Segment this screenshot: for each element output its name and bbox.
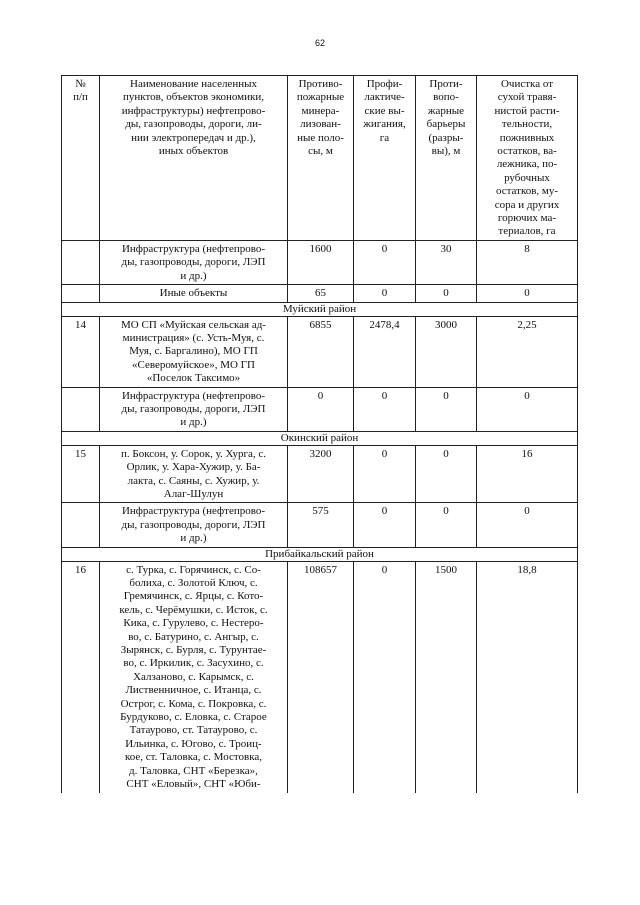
table-row — [62, 285, 578, 302]
cell-strips: 3200 — [288, 445, 354, 503]
cell-cleaning: 18,8 — [477, 561, 578, 792]
cell-num: 14 — [62, 316, 100, 387]
cell-strips: 6855 — [288, 316, 354, 387]
page-number: 62 — [314, 38, 325, 48]
table-row — [62, 240, 578, 284]
cell-name: Инфраструктура (нефтепрово- ды, газопроводы, дороги, ЛЭП и др.) — [100, 503, 288, 547]
cell-barriers: 0 — [416, 387, 477, 431]
cell-name: Инфраструктура (нефтепрово- ды, газопроводы, дороги, ЛЭП и др.) — [100, 387, 288, 431]
cell-burning: 0 — [354, 561, 416, 792]
region-heading-row — [62, 547, 578, 561]
cell-barriers: 0 — [416, 285, 477, 302]
table-row — [62, 316, 578, 387]
cell-cleaning: 0 — [477, 285, 578, 302]
cell-name: п. Боксон, у. Сорок, у. Хурга, с. Орлик, у. Хара-Хужир, у. Ба- лакта, с. Саяны, с. Хужир, у. Алаг-Шулун — [100, 445, 288, 503]
region-heading: Окинский район — [62, 431, 578, 445]
cell-strips: 575 — [288, 503, 354, 547]
cell-strips: 0 — [288, 387, 354, 431]
cell-burning: 0 — [354, 240, 416, 284]
cell-name: Иные объекты — [100, 285, 288, 302]
cell-strips: 1600 — [288, 240, 354, 284]
region-heading-row — [62, 302, 578, 316]
cell-barriers: 0 — [416, 445, 477, 503]
cell-barriers: 0 — [416, 503, 477, 547]
cell-num — [62, 387, 100, 431]
cell-burning: 0 — [354, 503, 416, 547]
header-num: № п/п — [62, 76, 100, 241]
cell-num: 15 — [62, 445, 100, 503]
cell-num — [62, 503, 100, 547]
cell-strips: 65 — [288, 285, 354, 302]
table-row — [62, 387, 578, 431]
cell-cleaning: 16 — [477, 445, 578, 503]
header-strips: Противо- пожарные минера- лизован- ные поло- сы, м — [288, 76, 354, 241]
table-header-row — [62, 76, 578, 241]
cell-burning: 0 — [354, 387, 416, 431]
cell-num: 16 — [62, 561, 100, 792]
table-row — [62, 503, 578, 547]
header-barriers: Проти- вопо- жарные барьеры (разры- вы), м — [416, 76, 477, 241]
cell-strips: 108657 — [288, 561, 354, 792]
cell-cleaning: 8 — [477, 240, 578, 284]
cell-burning: 2478,4 — [354, 316, 416, 387]
cell-name: с. Турка, с. Горячинск, с. Со- болиха, с. Золотой Ключ, с. Гремячинск, с. Ярцы, с. Кото- кель, с. Черёмушки, с. Исток, с. Кика, с. Гурулево, с. Нестеро- во, с. Батурино, с. Ангыр, с. Зырянск, с. Бурля, с. Турунтае- во, с. Иркилик, с. Засухино, с. Халзаново, с. Карымск, с. Лиственничное, с. Итанца, с. Острог, с. Кома, с. Покровка, с. Бурдуково, с. Еловка, с. Старое Татаурово, ст. Татаурово, с. Ильинка, с. Югово, с. Троиц- кое, ст. Таловка, с. Мостовка, д. Таловка, СНТ «Березка», СНТ «Еловый», СНТ «Юби- — [100, 561, 288, 792]
header-burning: Профи- лактиче- ские вы- жигания, га — [354, 76, 416, 241]
cell-burning: 0 — [354, 285, 416, 302]
region-heading: Прибайкальский район — [62, 547, 578, 561]
cell-cleaning: 2,25 — [477, 316, 578, 387]
cell-barriers: 30 — [416, 240, 477, 284]
region-heading: Муйский район — [62, 302, 578, 316]
fire-prevention-table — [61, 75, 578, 793]
cell-num — [62, 285, 100, 302]
cell-cleaning: 0 — [477, 387, 578, 431]
table-row — [62, 561, 578, 792]
cell-cleaning: 0 — [477, 503, 578, 547]
table-row — [62, 445, 578, 503]
cell-name: МО СП «Муйская сельская ад- министрация» (с. Усть-Муя, с. Муя, с. Баргалино), МО ГП «Северомуйское», МО ГП «Поселок Таксимо» — [100, 316, 288, 387]
cell-num — [62, 240, 100, 284]
header-name: Наименование населенных пунктов, объектов экономики, инфраструктуры) нефтепрово- ды, газопроводы, дороги, ли- нии электропередач и др.), иных объектов — [100, 76, 288, 241]
cell-burning: 0 — [354, 445, 416, 503]
cell-barriers: 1500 — [416, 561, 477, 792]
header-cleaning: Очистка от сухой травя- нистой расти- тельности, пожнивных остатков, ва- лежника, по- рубочных остатков, му- сора и других горючих ма- териалов, га — [477, 76, 578, 241]
cell-barriers: 3000 — [416, 316, 477, 387]
cell-name: Инфраструктура (нефтепрово- ды, газопроводы, дороги, ЛЭП и др.) — [100, 240, 288, 284]
region-heading-row — [62, 431, 578, 445]
